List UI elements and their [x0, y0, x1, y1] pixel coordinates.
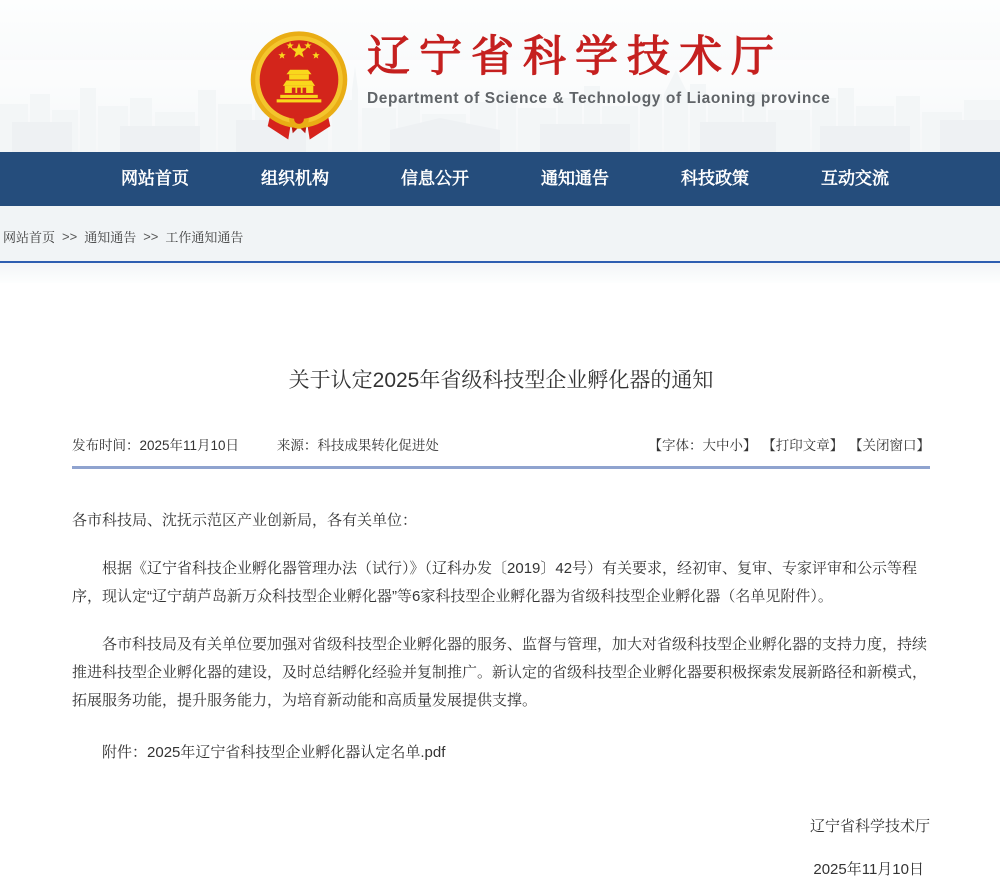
site-subtitle-english: Department of Science & Technology of Liaoning province	[367, 90, 831, 108]
print-article-button[interactable]: 【打印文章】	[762, 438, 844, 453]
breadcrumb-home[interactable]: 网站首页	[3, 230, 56, 245]
attachment-line	[72, 739, 930, 767]
national-emblem-icon	[243, 26, 355, 144]
article-meta-left	[72, 434, 473, 454]
attachment-label: 附件：	[102, 744, 148, 761]
breadcrumb-work-notices[interactable]: 工作通知通告	[165, 230, 244, 245]
site-header	[0, 0, 1000, 152]
site-logo[interactable]	[243, 26, 830, 144]
nav-item-info-disclosure[interactable]: 信息公开	[401, 169, 469, 188]
header-fade-strip	[0, 263, 1000, 283]
breadcrumb-notices[interactable]: 通知通告	[84, 230, 137, 245]
article-paragraph-salutation: 各市科技局、沈抚示范区产业创新局，各有关单位：	[72, 512, 418, 529]
article-tools	[646, 434, 930, 454]
nav-item-interaction[interactable]: 互动交流	[821, 169, 889, 188]
nav-item-home[interactable]: 网站首页	[121, 169, 189, 188]
nav-item-notices[interactable]: 通知通告	[541, 169, 609, 188]
article-paragraph: 各市科技局及有关单位要加强对省级科技型企业孵化器的服务、监督与管理，加大对省级科技型企业孵化器的支持力度，持续推进科技型企业孵化器的建设，及时总结孵化经验并复制推广。新认定的省级科技型企业孵化器要积极探索发展新路径和新模式，拓展服务功能，提升服务能力，为培育新动能和高质量发展提供支撑。	[72, 636, 928, 709]
font-size-tool[interactable]: 【字体：大中小】	[648, 438, 757, 453]
breadcrumb-separator: >>	[62, 229, 78, 244]
attachment-pdf-link[interactable]: 2025年辽宁省科技型企业孵化器认定名单.pdf	[147, 744, 446, 761]
nav-item-organization[interactable]: 组织机构	[261, 169, 329, 188]
close-window-button[interactable]: 【关闭窗口】	[849, 438, 930, 453]
article-source: 来源：科技成果转化促进处	[276, 438, 439, 453]
nav-item-tech-policy[interactable]: 科技政策	[681, 169, 749, 188]
signature-org: 辽宁省科学技术厅	[809, 818, 930, 835]
main-navigation	[0, 152, 1000, 206]
signature-date: 2025年11月10日	[813, 861, 924, 878]
signature-block	[72, 815, 930, 879]
article-title: 关于认定2025年省级科技型企业孵化器的通知	[288, 369, 714, 392]
article-container	[0, 283, 1000, 895]
article-paragraph: 根据《辽宁省科技企业孵化器管理办法（试行）》（辽科办发〔2019〕42号）有关要求，经初审、复审、专家评审和公示等程序，现认定“辽宁葫芦岛新万众科技型企业孵化器”等6家科技型企业孵化器为省级科技型企业孵化器（名单见附件）。	[72, 560, 918, 605]
article-meta-row	[72, 434, 930, 454]
breadcrumb-separator: >>	[143, 229, 159, 244]
publish-date: 发布时间：2025年11月10日	[72, 438, 240, 453]
breadcrumb	[0, 206, 1000, 263]
meta-divider-line	[72, 466, 930, 469]
article-body	[72, 507, 930, 767]
site-title: 辽宁省科学技术厅	[367, 33, 783, 81]
